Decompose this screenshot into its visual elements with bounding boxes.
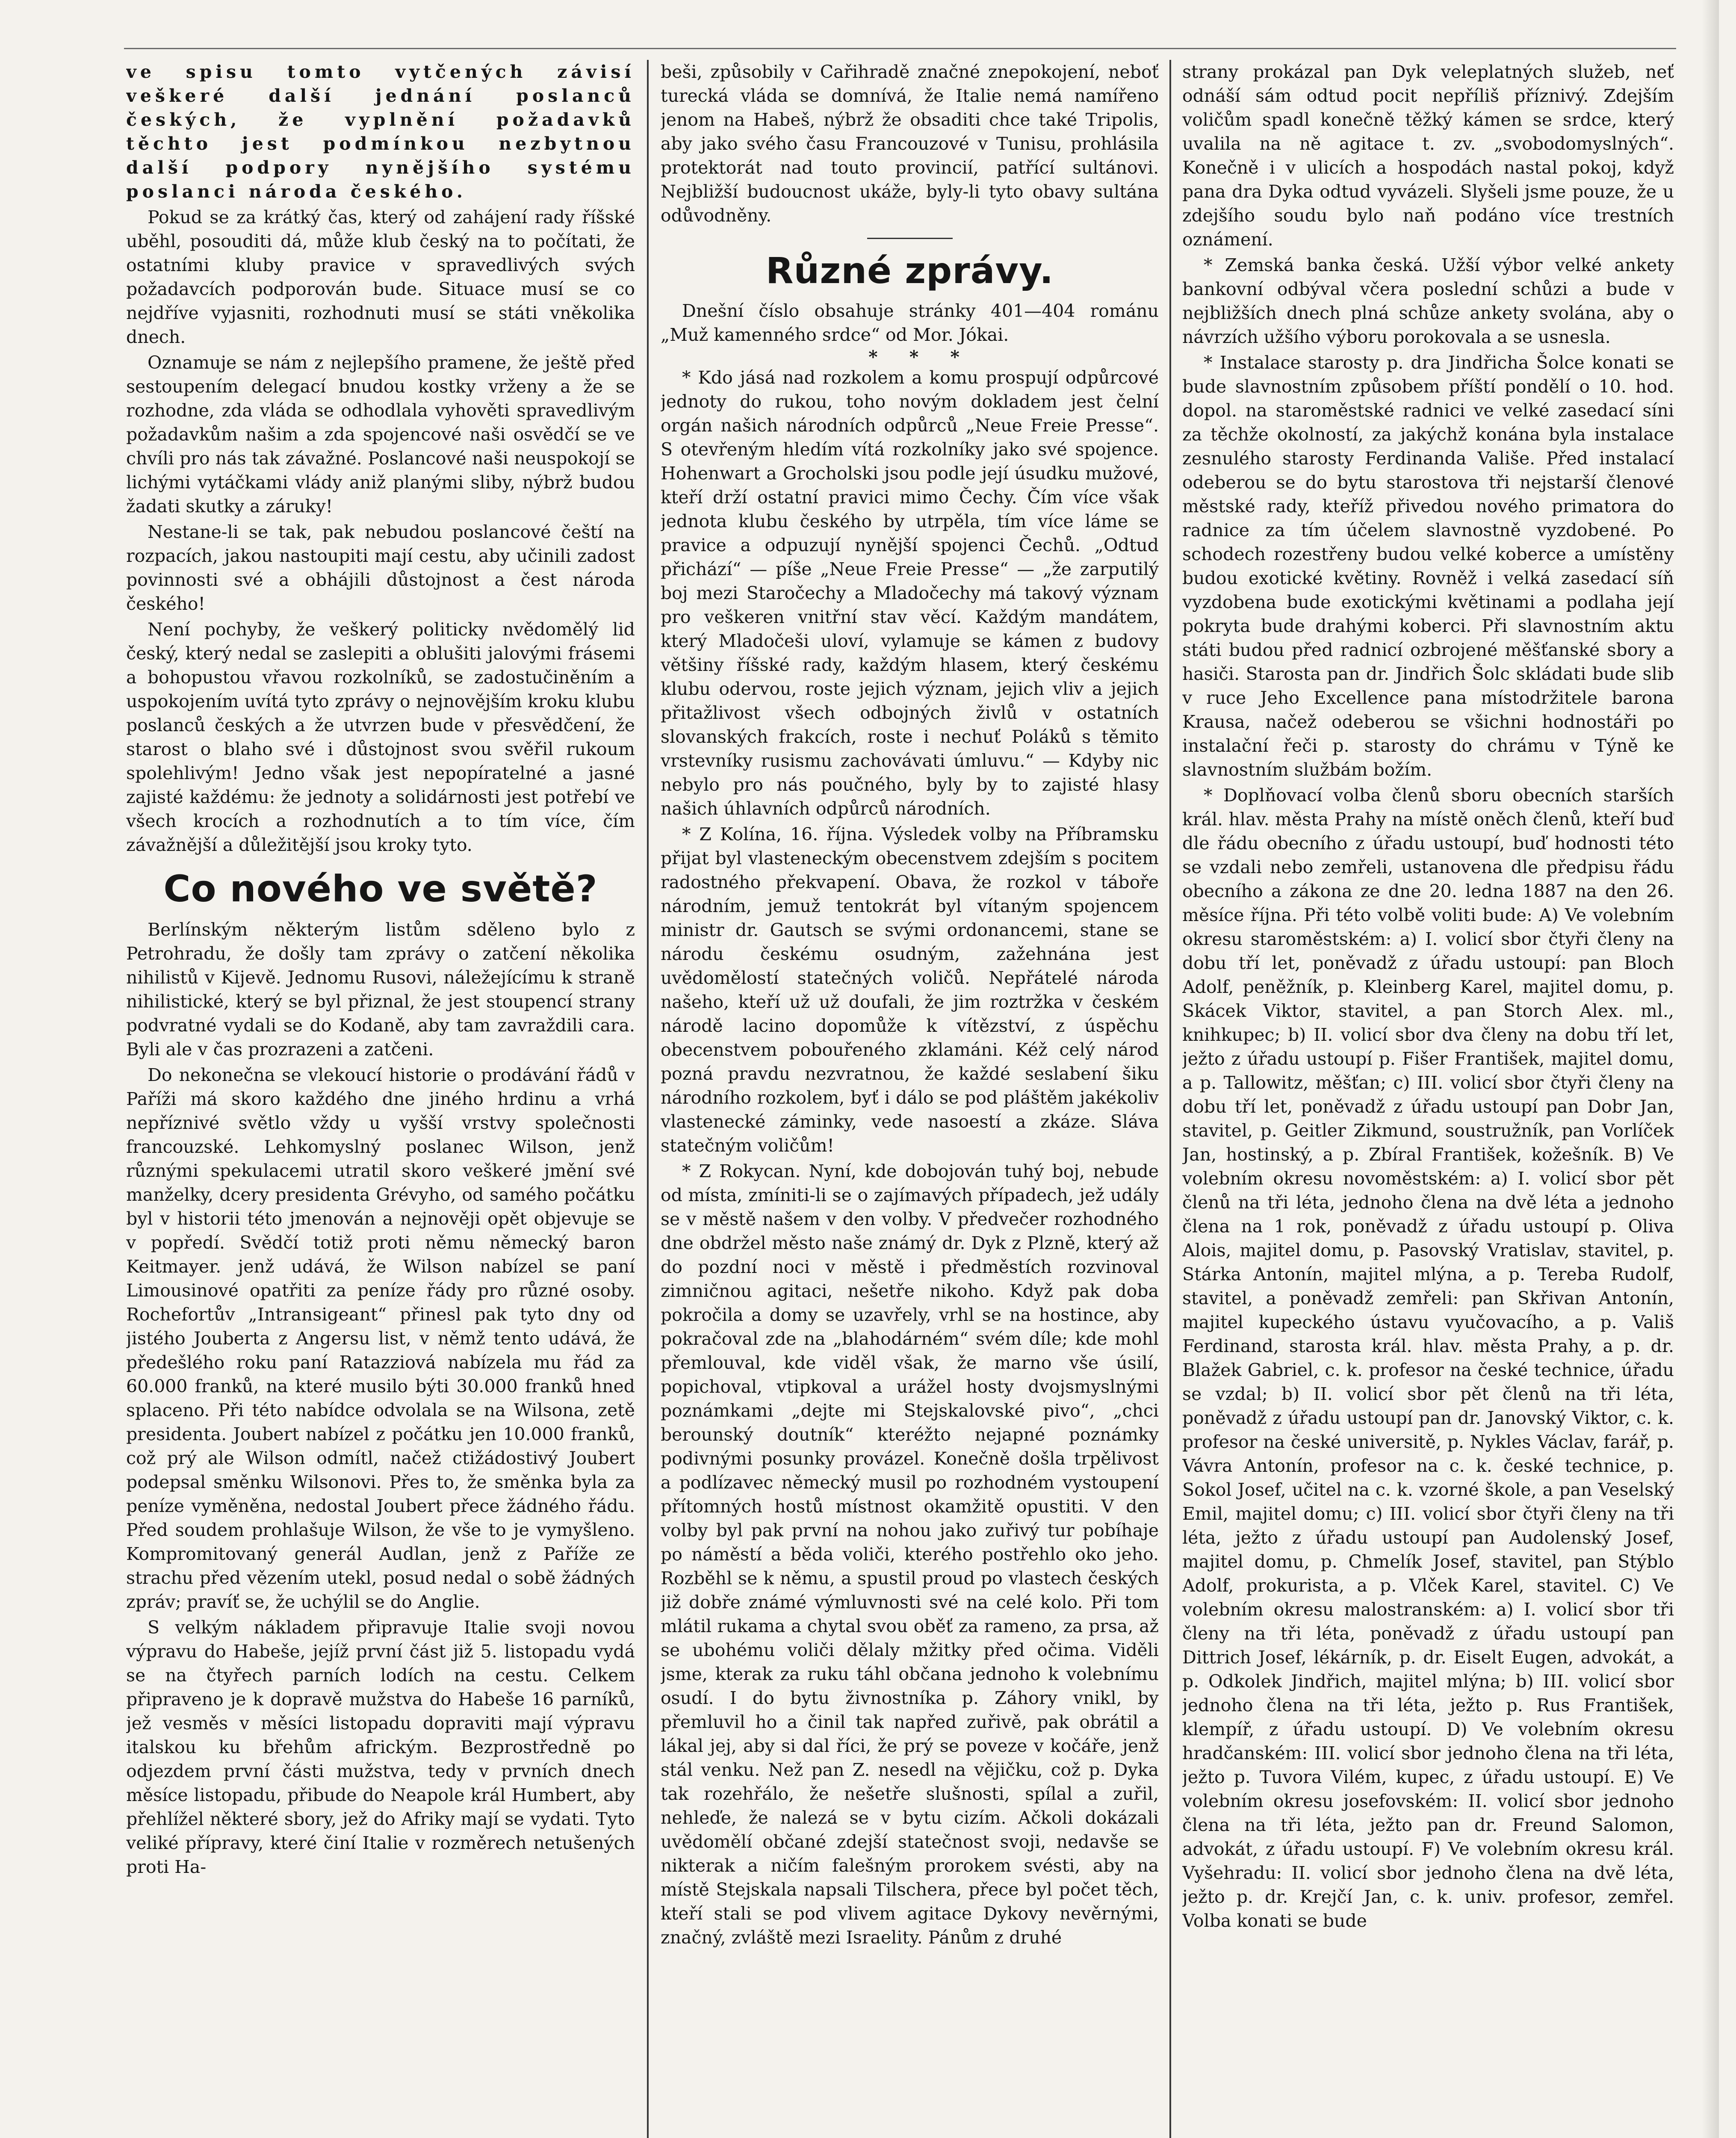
- paragraph: beši, způsobily v Cařihradě značné znepokojení, neboť turecká vláda se domnívá, že Italie nemá namířeno jenom na Habeš, nýbrž že obsaditi chce také Tripolis, aby jako svého času Francouzové v Tunisu, prohlásila protektorát nad touto provincií, patřící sultánovi. Nejbližší budoucnost ukáže, byly-li tyto obavy sultána odůvodněny.: [661, 62, 1159, 226]
- paragraph: Není pochyby, že veškerý politicky nvědomělý lid český, který nedal se zaslepiti a oblušiti jalovými frásemi a bohopustou vřavou rozkolníků, se zadostučiněním a uspokojením uvítá tyto zprávy o nejnovějším kroku klubu poslanců českých a že utvrzen bude v přesvědčení, že starost o blaho své i důstojnost svou svěřil rukoum spolehlivým! Jedno však jest nepopíratelné a jasné zajisté každému: že jednoty a solidárnosti jest potřebí ve všech krocích a rozhodnutích a to tím více, čím závažnější a důležitější jsou kroky tyto.: [126, 619, 635, 855]
- column-rule-1: [647, 60, 649, 2138]
- paragraph: Berlínským některým listům sděleno bylo z Petrohradu, že došly tam zprávy o zatčení několika nihilistů v Kijevě. Jednomu Rusovi, náležejícímu k straně nihilistické, který se byl přiznal, že jest stoupencí strany podvratné vydali se do Kodaně, aby tam zavraždili cara. Byli ale v čas prozrazeni a zatčeni.: [126, 919, 635, 1060]
- asterism-divider: * * *: [868, 347, 972, 367]
- paragraph: * Zemská banka česká. Užší výbor velké ankety bankovní odbýval včera poslední schůzi a bude v nejbližších dnech plná schůze ankety svolána, aby o návrzích užšího výboru porokovala a se usnesla.: [1182, 255, 1674, 347]
- paragraph: * Doplňovací volba členů sboru obecních starších král. hlav. města Prahy na místě oněch členů, kteří buď dle řádu obecního z úřadu ustoupí, buď hodnosti této se vzdali nebo zemřeli, ustanovena dle předpisu řádu obecního a zákona ze dne 20. ledna 1887 na den 26. měsíce října. Při této volbě voliti bude: A) Ve volebním okresu staroměstském: a) I. volicí sbor čtyři členy na dobu tří let, poněvadž z úřadu ustoupí: pan Bloch Adolf, peněžník, p. Kleinberg Karel, majitel domu, p. Skácek Viktor, stavitel, a pan Storch Alex. ml., knihkupec; b) II. volicí sbor dva členy na dobu tří let, ježto z úřadu ustoupí p. Fišer František, majitel domu, a p. Tallowitz, měšťan; c) III. volicí sbor čtyři členy na dobu tří let, poněvadž z úřadu ustoupí pan Dobr Jan, stavitel, p. Geitler Zikmund, soustružník, pan Vorlíček Jan, hostinský, a p. Zbíral František, kožešník. B) Ve volebním okresu novoměstském: a) I. volicí sbor pět členů na tři léta, jednoho člena na dvě léta a jednoho člena na 1 rok, poněvadž z úřadu ustoupí p. Oliva Alois, majitel domu, p. Pasovský Vratislav, stavitel, p. Stárka Antonín, majitel mlýna, a p. Tereba Rudolf, stavitel, a poněvadž zemřeli: pan Skřivan Antonín, majitel kupeckého ústavu vyučovacího, a p. Vališ Ferdinand, starosta král. hlav. města Prahy, a p. dr. Blažek Gabriel, c. k. profesor na české technice, úřadu se vzdal; b) II. volicí sbor pět členů na tři léta, poněvadž z úřadu ustoupí pan dr. Janovský Viktor, c. k. profesor na české universitě, p. Nykles Václav, farář, p. Vávra Antonín, profesor na c. k. české technice, p. Sokol Josef, učitel na c. k. vzorné škole, a pan Veselský Emil, majitel domu; c) III. volicí sbor čtyři členy na tři léta, ježto z úřadu ustoupí pan Audolenský Josef, majitel domu, p. Chmelík Josef, stavitel, pan Stýblo Adolf, prokurista, a p. Vlček Karel, stavitel. C) Ve volebním okresu malostranském: a) I. volicí sbor tři členy na tři léta, poněvadž z úřadu ustoupí pan Dittrich Josef, lékárník, p. dr. Eiselt Eugen, advokát, a p. Odkolek Jindřich, majitel mlýna; b) III. volicí sbor jednoho člena na tři léta, ježto p. Rus František, klempíř, z úřadu ustoupí. D) Ve volebním okresu hradčanském: III. volicí sbor jednoho člena na tři léta, ježto p. Tuvora Vilém, kupec, z úřadu ustoupí. E) Ve volebním okresu josefovském: II. volicí sbor jednoho člena na tři léta, ježto pan dr. Freund Salomon, advokát, z úřadu ustoupí. F) Ve volebním okresu král. Vyšehradu: II. volicí sbor jednoho člena na dvě léta, ježto p. dr. Krejčí Jan, c. k. univ. profesor, zemřel. Volba konati se bude: [1182, 785, 1674, 1931]
- paragraph: Pokud se za krátký čas, který od zahájení rady říšské uběhl, posouditi dá, může klub český na to počítati, že ostatními kluby pravice v spravedlivých svých požadavcích podporován bude. Situace musí se co nejdříve vyjasniti, rozhodnuti musí se státi vněkolika dnech.: [126, 207, 635, 347]
- paragraph: ve spisu tomto vytčených závisí veškeré další jednání poslanců českých, že vyplnění požadavků těchto jest podmínkou nezbytnou další podpory nynějšího systému poslanci národa českého.: [126, 62, 635, 202]
- paragraph: * Z Kolína, 16. října. Výsledek volby na Příbramsku přijat byl vlasteneckým obecenstvem zdejším s pocitem radostného překvapení. Obava, že rozkol v táboře národním, jemuž tentokrát byl vítaným spojencem ministr dr. Gautsch se svými ordonancemi, stane se národu českému osudným, zažehnána jest uvědomělostí statečných voličů. Nepřátelé národa našeho, kteří už už doufali, že jim roztržka v českém národě lacino dopomůže k vítězství, z úspěchu obecenstvem pobouřeného zklamáni. Kéž celý národ pozná pravdu nezvratnou, že každé seslabení šiku národního rozkolem, byť i dálo se pod pláštěm jakékoliv vlastenecké záminky, vede nasoestí a zkáze. Sláva statečným voličům!: [661, 824, 1159, 1156]
- column-1: [126, 60, 635, 2138]
- paragraph: Do nekonečna se vlekoucí historie o prodávání řádů v Paříži má skoro každého dne jiného hrdinu a vrhá nepříznivé světlo vždy u vyšší vrstvy společnosti francouzské. Lehkomyslný poslanec Wilson, jenž různými spekulacemi utratil skoro veškeré jmění své manželky, dcery presidenta Grévyho, od samého počátku byl v historii této jmenován a nejnověji opět objevuje se v popředí. Svědčí totiž proti němu německý baron Keitmayer. jenž udává, že Wilson nabízel se paní Limousinové opatřiti za peníze řády pro různé osoby. Rochefortův „Intransigeant“ přinesl pak tyto dny od jistého Jouberta z Angersu list, v němž tento udává, že předešlého roku paní Ratazziová nabízela mu řád za 60.000 franků, na které musilo býti 30.000 franků hned splaceno. Při této nabídce odvolala se na Wilsona, zetě presidenta. Joubert nabízel z počátku jen 10.000 franků, což prý ale Wilson odmítl, načež ctižádostivý Joubert podepsal směnku Wilsonovi. Přes to, že směnka byla za peníze vyměněna, nedostal Joubert přece žádného řádu. Před soudem prohlašuje Wilson, že vše to je vymyšleno. Kompromitovaný generál Audlan, jenž z Paříže ze strachu před vězením utekl, posud nedal o sobě žádných zpráv; pravíť se, že uchýlil se do Anglie.: [126, 1065, 635, 1612]
- paragraph: * Kdo jásá nad rozkolem a komu prospují odpůrcové jednoty do rukou, toho novým dokladem jest čelní orgán našich národních odpůrců „Neue Freie Presse“. S otevřeným hledím vítá rozkolníky jako své spojence. Hohenwart a Grocholski jsou podle její úsudku mužové, kteří drží ostatní pravici mimo Čechy. Čím více však jednota klubu českého by utrpěla, tím více láme se pravice a odpuzují nynější spojenci Čechů. „Odtud přichází“ — píše „Neue Freie Presse“ — „že zarputilý boj mezi Staročechy a Mladočechy má takový význam pro veškeren vnitřní stav věcí. Každým mandátem, který Mladočeši uloví, vylamuje se kámen z budovy většiny říšské rady, každým hlasem, který českému klubu odervou, roste jejich význam, jejich vliv a jejich přitažlivost všech odbojných živlů v ostatních slovanských frakcích, roste i nechuť Poláků s těmito vrstevníky rusismu zachovávati úmluvu.“ — Kdyby nic nebylo pro nás poučného, byly by to zajisté hlasy našich úhlavních odpůrců národních.: [661, 367, 1159, 819]
- paragraph: Nestane-li se tak, pak nebudou poslancové čeští na rozpacích, jakou nastoupiti mají cestu, aby učinili zadost povinnosti své a obhájili důstojnost a čest národa českého!: [126, 522, 635, 614]
- paragraph: Oznamuje se nám z nejlepšího pramene, že ještě před sestoupením delegací bnudou kostky vrženy a že se rozhodne, zda vláda se odhodlala vyhověti spravedlivým požadavkům našim a zda spojencové naši osvědčí se ve chvíli pro nás tak závažné. Poslancové naši neuspokojí se lichými vytáčkami vlády aniž planými sliby, nýbrž budou žadati skutky a záruky!: [126, 352, 635, 517]
- section-divider: [867, 238, 953, 239]
- article-heading: Co nového ve světě?: [163, 868, 598, 910]
- column-3: [1182, 60, 1674, 2138]
- paragraph: * Instalace starosty p. dra Jindřicha Šolce konati se bude slavnostním způsobem příští pondělí o 10. hod. dopol. na staroměstské radnici ve velké zasedací síni za těchže okolností, za jakýchž konána byla instalace zesnulého starosty Ferdinanda Vališe. Před instalací odeberou se do bytu starostova tři nejstarší členové městské rady, kteříž přivedou nového primatora do radnice za tím účelem slavnostně vyzdobené. Po schodech rozestřeny budou velké koberce a umístěny budou exotické květiny. Rovněž i velká zasedací síň vyzdobena bude exotickými květinami a podlaha její pokryta bude drahými koberci. Při slavnostním aktu státi budou před radnicí ozbrojené měšťanské sbory a hasiči. Starosta pan dr. Jindřich Šolc skládati bude slib v ruce Jeho Excellence pana místodržitele barona Krausa, načež odeberou se všichni hodnostáři po instalační řeči p. starosty do chrámu v Týně ke slavnostním službám božím.: [1182, 352, 1674, 780]
- paragraph: S velkým nákladem připravuje Italie svoji novou výpravu do Habeše, jejíž první část již 5. listopadu vydá se na čtyřech parních lodích na cestu. Celkem připraveno je k dopravě mužstva do Habeše 16 parníků, jež vesměs v měsíci listopadu dopraviti mají výpravu italskou ku břehům africkým. Bezprostředně po odjezdem první části mužstva, tedy v prvních dnech měsíce listopadu, přibude do Neapole král Humbert, aby přehlížel některé sbory, jež do Afriky mají se vydati. Tyto veliké přípravy, které činí Italie v rozměrech netušených proti Ha-: [126, 1617, 635, 1877]
- paragraph: Dnešní číslo obsahuje stránky 401—404 románu „Muž kamenného srdce“ od Mor. Jókai.: [661, 301, 1159, 345]
- page-edge: [1702, 0, 1719, 2138]
- news-heading: Různé zprávy.: [765, 250, 1054, 292]
- paragraph: * Z Rokycan. Nyní, kde dobojován tuhý boj, nebude od místa, zmíniti-li se o zajímavých případech, jež udály se v městě našem v den volby. V předvečer rozhodného dne obdržel město naše známý dr. Dyk z Plzně, který až do pozdní noci v městě i předměstích rozvinoval zimničnou agitaci, nešetře nikoho. Když pak doba pokročila a domy se uzavřely, vrhl se na hostince, aby pokračoval zde na „blahodárném“ svém díle; kde mohl přemlouval, kde viděl však, že marno vše úsilí, popichoval, vtipkoval a urážel hosty dvojsmyslnými poznámkami „dejte mi Stejskalovské pivo“, „chci berounský doutník“ kteréžto nejapné poznámky podivnými posunky provázel. Konečně došla trpělivost a podlízavec německý musil po rozhodném vystoupení přítomných hostů místnost okamžitě opustiti. V den volby byl pak první na nohou jako zuřivý tur pobíhaje po náměstí a běda voliči, kterého postřehlo oko jeho. Rozběhl se k němu, a spustil proud po vlastech českých již dobře známé výmluvnosti své na celé kolo. Při tom mlátil rukama a chytal svou oběť za rameno, za prsa, až se ubohému voliči dělaly mžitky před očima. Viděli jsme, kterak za ruku táhl občana jednoho k volebnímu osudí. I do bytu živnostníka p. Záhory vnikl, by přemluvil ho a činil tak napřed zuřivě, pak obrátil a lákal jej, aby si dal říci, že prý se poveze v kočáře, jenž stál venku. Než pan Z. nesedl na vějičku, což p. Dyka tak rozehřálo, že nešetře slušnosti, spílal a zuřil, nehleďe, že nalezá se v bytu cizím. Ačkoli dokázali uvědomělí občané zdejší statečnost svoji, nedavše se nikterak a ničím falešným prorokem svésti, aby na místě Stejskala napsali Tilschera, přece byl počet těch, kteří stali se pod vlivem agitace Dykovy nevěrnými, značný, zvláště mezi Israelity. Pánům z druhé: [661, 1161, 1159, 1948]
- column-2: [661, 60, 1159, 2138]
- column-rule-2: [1169, 60, 1171, 2138]
- paragraph: strany prokázal pan Dyk veleplatných služeb, neť odnáší sám odtud pocit nepříliš příznivý. Zdejším voličům spadl konečně těžký kámen se srdce, který uvalila na ně agitace t. zv. „svobodomyslných“. Konečně i v ulicích a hospodách nastal pokoj, když pana dra Dyka odtud vyvázeli. Slyšeli jsme pouze, že u zdejšího soudu bylo naň podáno více trestních oznámení.: [1182, 62, 1674, 250]
- top-rule: [124, 48, 1676, 49]
